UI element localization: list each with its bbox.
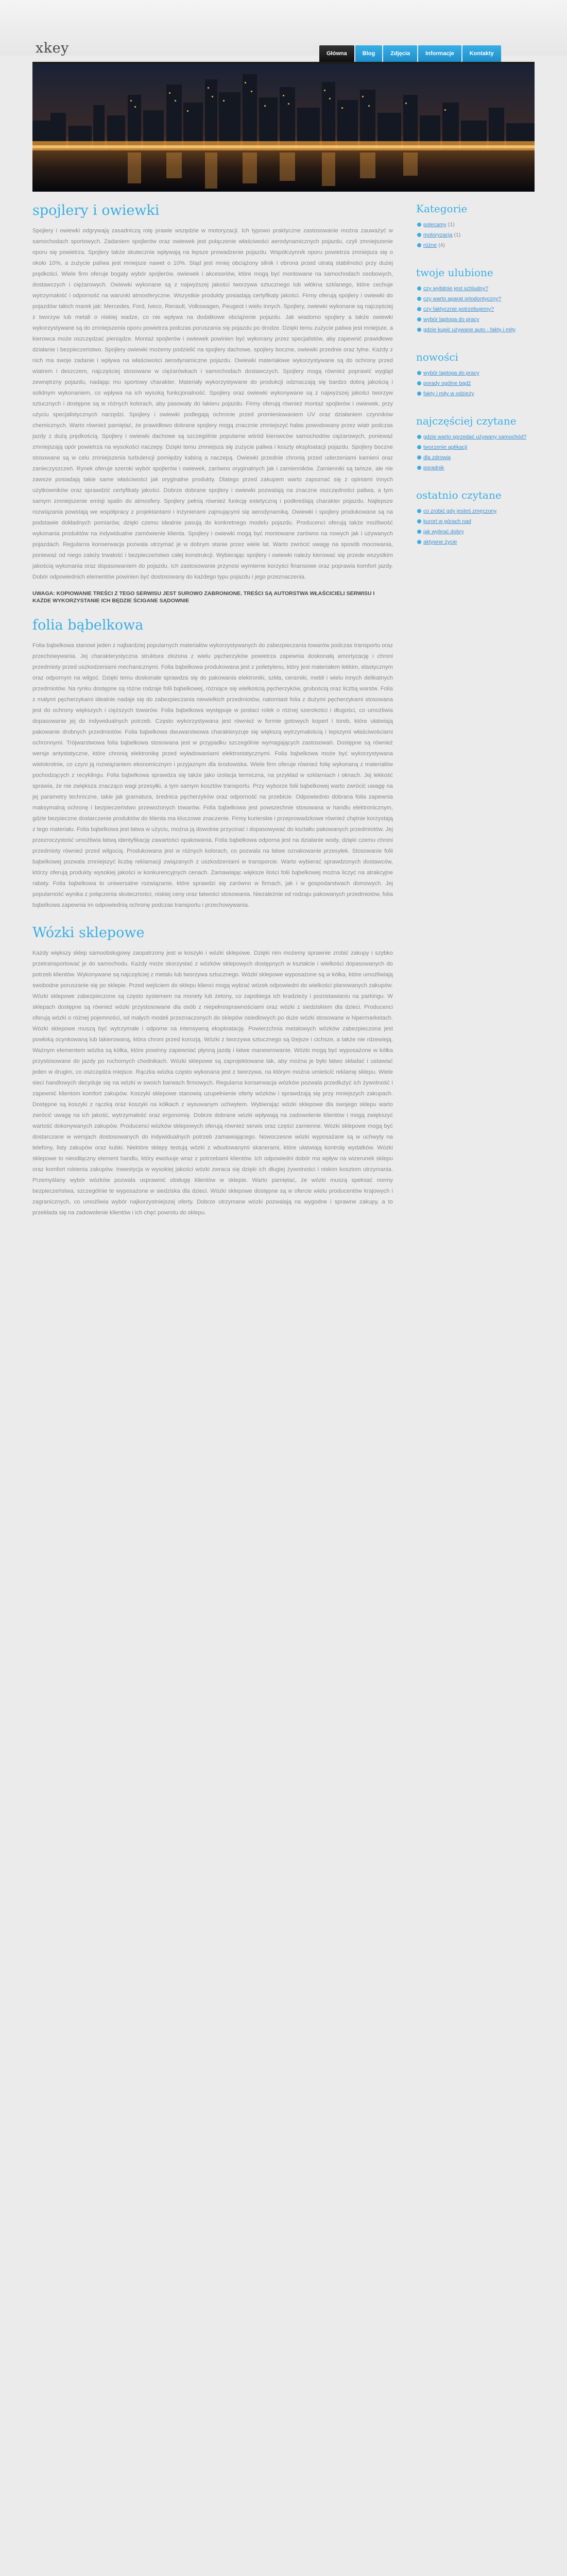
bullet-icon [417, 317, 421, 321]
post-link[interactable]: wybór laptopa do pracy [423, 316, 479, 323]
post-title[interactable]: Wózki sklepowe [32, 925, 145, 941]
post [32, 924, 393, 1218]
bullet-icon [417, 223, 421, 227]
bullet-icon [417, 307, 421, 311]
bullet-icon [417, 445, 421, 449]
post-link[interactable]: fakty i mity w odzieży [423, 391, 474, 397]
sidebar [416, 202, 535, 563]
list-item [416, 283, 535, 294]
post-link[interactable]: czy faktycznie potrzebujemy? [423, 306, 494, 312]
bullet-icon [417, 455, 421, 460]
list-item [416, 325, 535, 335]
post [32, 202, 393, 604]
post-link[interactable]: dla zdrowia [423, 454, 451, 461]
nav-item-blog[interactable]: Blog [355, 45, 382, 62]
post-link[interactable]: poradnik [423, 465, 444, 471]
list-item [416, 304, 535, 314]
post-body: Folia bąbelkowa stanowi jeden z najbardziej popularnych materiałów wykorzystywanych do zabezpieczania towarów podczas transportu oraz przechowywania. Jej charakterystyczna struktura złożona z wielu pęcherzyków powietrza zapewnia doskonałą amortyzację i chroni przedmioty przed uszkodzeniami mechanicznymi. Folia bąbelkowa produkowana jest z polietylenu, który jest materiałem lekkim, elastycznym oraz odpornym na wilgoć. Dzięki temu doskonale sprawdza się do pakowania elektroniki, szkła, ceramiki, mebli i wielu innych delikatnych przedmiotów. Na rynku dostępne są różne rodzaje folii bąbelkowej, różniące się wielkością pęcherzyków, grubością oraz liczbą warstw. Folia z małymi pęcherzykami idealnie nadaje się do zabezpieczania niewielkich przedmiotów, natomiast folia z dużymi pęcherzykami stosowana jest do ochrony większych i cięższych towarów. Folia bąbelkowa występuje w postaci rolek o różnej szerokości i długości, co umożliwia dopasowanie jej do indywidualnych potrzeb. Często wykorzystywana jest również w formie gotowych kopert i toreb, które ułatwiają pakowanie drobnych przedmiotów. Folia bąbelkowa dwuwarstwowa charakteryzuje się większą wytrzymałością i lepszymi właściwościami ochronnymi. Trójwarstwowa folia bąbelkowa stosowana jest w przypadku szczególnie wymagających zastosowań. Dostępne są również wersje antystatyczne, które chronią elektronikę przed wyładowaniami elektrostatycznymi. Folia bąbelkowa może być wykorzystywana wielokrotnie, co czyni ją rozwiązaniem ekonomicznym i przyjaznym dla środowiska. Wiele firm oferuje również folię wykonaną z materiałów pochodzących z recyklingu. Folia bąbelkowa sprawdza się także jako izolacja termiczna, na przykład w szklarniach i oknach. Jej lekkość sprawia, że nie zwiększa znacząco wagi przesyłki, a tym samym kosztów transportu. Przy wyborze folii bąbelkowej warto zwrócić uwagę na jej parametry techniczne, takie jak gramatura, średnica pęcherzyków oraz odporność na przebicie. Odpowiednio dobrana folia zapewnia maksymalną ochronę i bezpieczeństwo przewożonych towarów. Folia bąbelkowa jest powszechnie stosowana w handlu elektronicznym, gdzie bezpieczne dostarczenie produktów do klienta ma kluczowe znaczenie. Firmy kurierskie i przeprowadzkowe również chętnie korzystają z tego materiału. Folia bąbelkowa jest łatwa w użyciu, można ją dowolnie przycinać i dopasowywać do kształtu pakowanych przedmiotów. Jej przezroczystość umożliwia łatwą identyfikację zawartości opakowania. Folia bąbelkowa odporna jest na działanie wody, dzięki czemu chroni przedmioty również przed wilgocią. Produkowana jest w różnych kolorach, co pozwala na łatwe oznakowanie przesyłek. Stosowanie folii bąbelkowej pozwala zmniejszyć liczbę reklamacji związanych z uszkodzeniami w transporcie. Warto wybierać sprawdzonych dostawców, którzy oferują produkty wysokiej jakości w konkurencyjnych cenach. Zamawiając większe ilości folii bąbelkowej można liczyć na atrakcyjne rabaty. Folia bąbelkowa to uniwersalne rozwiązanie, które sprawdzi się zarówno w firmach, jak i w gospodarstwach domowych. Jej popularność wynika z połączenia skuteczności, niskiej ceny oraz łatwości stosowania. Niezależnie od rodzaju pakowanych przedmiotów, folia bąbelkowa zapewnia im odpowiednią ochronę podczas transportu i przechowywania. [32, 642, 393, 908]
widget-favorites [416, 266, 535, 335]
post-link[interactable]: wybór laptopa do pracy [423, 370, 479, 376]
post-link[interactable]: tworzenie aplikacji [423, 444, 468, 450]
category-link[interactable]: polecamy [423, 222, 446, 228]
widget-most-read [416, 414, 535, 473]
category-link[interactable]: motoryzacja [423, 232, 453, 238]
hero-image-night-city-skyline [32, 64, 535, 192]
list-item [416, 378, 535, 388]
bullet-icon [417, 328, 421, 332]
bullet-icon [417, 381, 421, 385]
post-body: Spojlery i owiewki odgrywają zasadniczą rolę prawie wszędzie w motoryzacji. Ich typowo praktyczne zastosowanie można zauważyć w samochodach sportowych. Zadaniem spojlerów oraz owiewek jest połączenie właściwości aerodynamicznych pojazdu, czyli zmniejszenie oporu się powietrza. Spojlery także skutecznie wpływają na lepsze prowadzenie pojazdu. Współczynnik oporu powietrza zmniejsza się o około 10%, a zużycie paliwa jest mniejsze nawet o 10%. Stąd jest mniej obciążony silnik i obrona przed utratą stabilności przy dużej prędkości. Wiele firm oferuje bogaty wybór spojlerów, owiewek i akcesoriów, które mogą być montowane na samochodach osobowych, dostawczych i ciężarowych. Owiewki wykonane są z najwyższej jakości tworzywa sztucznego lub włókna szklanego, które cechuje wytrzymałość i odporność na warunki atmosferyczne. Wszystkie produkty posiadają certyfikaty jakości. Firmy oferują spojlery i owiewki do pojazdów takich marek jak: Mercedes, Ford, Iveco, Renault, Volkswagen, Peugeot i wielu innych. Spojlery, owiewki wykonane są najczęściej z tworzyw lub metali o niskiej wadze, co nie wpływa na dodatkowe obciążenie pojazdu. Jak wiadomo spojlery a także owiewki wykorzystywane są do zmniejszenia oporu powietrza podczas poruszania się pojazdu po drodze. Dzięki temu zużycie paliwa jest mniejsze, a kierowca może oszczędzać pieniądze. Montaż spojlerów i owiewek powinien być wykonany przez specjalistów, aby zapewnić prawidłowe działanie i bezpieczeństwo. Spojlery owiewki możemy podzielić na spojlery dachowe, spojlery boczne, owiewki przednie oraz tylne. Każdy z nich ma swoje zadanie i wpływa na właściwości aerodynamiczne pojazdu. Owiewki materiałowe wykorzystywane są do ochrony przed wiatrem i deszczem, najczęściej stosowane w ciężarówkach i samochodach dostawczych. Spojlery mogą również poprawić wygląd zewnętrzny pojazdu, nadając mu sportowy charakter. Materiały wykorzystywane do produkcji odznaczają się bardzo dobrą jakością i solidnym wykonaniem, co wpływa na ich wysoką funkcjonalność. Spojlery oraz owiewki wykonywane są z najwyższej jakości tworzyw sztucznych i dostępne są w różnych kolorach, aby pasowały do lakieru pojazdu. Firmy oferują również montaż spojlerów i owiewek, przy użyciu specjalistycznych narzędzi. Spojlery i owiewki podlegają ochronie przed promieniowaniem UV oraz działaniem czynników chemicznych. Warto również pamiętać, że prawidłowo dobrane spojlery mogą znacznie zmniejszyć hałas powodowany przez wiatr podczas jazdy z dużą prędkością. Spojlery i owiewki dachowe są szczególnie popularne wśród kierowców samochodów ciężarowych, ponieważ zmniejszają opór powietrza na wysokości naczepy. Dzięki temu zmniejsza się zużycie paliwa i koszty eksploatacji pojazdu. Spojlery boczne stosowane są w celu zmniejszenia turbulencji pomiędzy kabiną a naczepą. Owiewki przednie chronią przed uderzeniami kamieni oraz zanieczyszczeń. Rynek oferuje szeroki wybór spojlerów i owiewek, zarówno oryginalnych jak i zamienników. Zamienniki są tańsze, ale nie zawsze posiadają takie same właściwości jak oryginalne produkty. Dlatego przed zakupem warto zapoznać się z opiniami innych użytkowników oraz sprawdzić certyfikaty jakości. Dobrze dobrane spojlery i owiewki pozwalają na znaczne oszczędności paliwa, a tym samym zmniejszenie emisji spalin do atmosfery. Spojlery pełnią również funkcję estetyczną i podkreślają charakter pojazdu. Najlepsze rozwiązania powstają we współpracy z projektantami i inżynierami zajmującymi się aerodynamiką. Owiewki i spojlery produkowane są na podstawie dokładnych pomiarów, dzięki czemu idealnie pasują do konkretnego modelu pojazdu. Producenci oferują także możliwość wykonania produktów na indywidualne zamówienie klienta. Spojlery i owiewki mogą być montowane zarówno na nowych jak i używanych pojazdach. Regularna konserwacja pozwala utrzymać je w dobrym stanie przez wiele lat. Warto zwrócić uwagę na sposób mocowania, ponieważ od niego zależy trwałość i bezpieczeństwo całej konstrukcji. Wybierając spojlery i owiewki należy kierować się przede wszystkim jakością wykonania oraz dopasowaniem do pojazdu. Ich zastosowanie przynosi wymierne korzyści finansowe oraz poprawia komfort jazdy. Dobór odpowiednich elementów powinien być dostosowany do każdego typu pojazdu i jego przeznaczenia. [32, 228, 393, 580]
category-count: (1) [454, 232, 461, 238]
post-link[interactable]: porady ogólne bądź [423, 380, 471, 386]
list-item [416, 452, 535, 463]
list-item [416, 388, 535, 399]
list-item [416, 368, 535, 378]
post-title[interactable]: spojlery i owiewki [32, 202, 160, 218]
post [32, 617, 393, 911]
category-count: (1) [448, 222, 455, 228]
list-item [416, 230, 535, 240]
most-read-list [416, 432, 535, 473]
nav-item-contacts[interactable]: Kontakty [462, 45, 501, 62]
widget-news [416, 350, 535, 399]
bullet-icon [417, 286, 421, 291]
post-body: Każdy większy sklep samoobsługowy zaopatrzony jest w koszyki i wózki sklepowe. Dzięki nim możemy sprawnie zrobić zakupy i szybko przetransportować je do samochodu. Każdy może skorzystać z wózków sklepowych dostępnych w kształcie i wielkości dopasowanych do potrzeb klientów. Wykonywane są najczęściej z metalu lub tworzywa sztucznego. Wózki sklepowe wyposażone są w kółka, które umożliwiają swobodne poruszanie się po sklepie. Przed wejściem do sklepu klienci mogą wybrać wózek odpowiedni do wielkości planowanych zakupów. Wózki sklepowe zabezpieczone są często systemem na monety lub żetony, co zapobiega ich kradzieży i pozostawianiu na parkingu. W sklepach dostępne są również wózki przystosowane dla osób z niepełnosprawnościami oraz wózki z siedziskiem dla dzieci. Producenci oferują wózki o różnej pojemności, od małych modeli przeznaczonych do sklepów osiedlowych po duże wózki stosowane w hipermarketach. Wózki sklepowe muszą być wytrzymałe i odporne na intensywną eksploatację. Powierzchnia metalowych wózków zabezpieczona jest powłoką ocynkowaną lub lakierowaną, która chroni przed korozją. Wózki z tworzywa sztucznego są lżejsze i cichsze, a także nie rdzewieją. Ważnym elementem wózka są kółka, które powinny zapewniać płynną jazdę i łatwe manewrowanie. Wózki mogą być wyposażone w kółka przystosowane do jazdy po ruchomych chodnikach. Wózki sklepowe są zaprojektowane tak, aby można je było łatwo składać i ustawiać jeden w drugim, co oszczędza miejsce. Rączka wózka często wykonana jest z tworzywa, na którym można umieścić reklamę sklepu. Wiele sieci handlowych decyduje się na wózki w swoich barwach firmowych. Regularna konserwacja wózków pozwala przedłużyć ich żywotność i zapewnić klientom komfort zakupów. Koszyki sklepowe stanowią uzupełnienie oferty wózków i sprawdzają się przy mniejszych zakupach. Dostępne są koszyki z rączką oraz koszyki na kółkach z wysuwanym uchwytem. Wybierając wózki sklepowe dla swojego sklepu warto zwrócić uwagę na ich jakość, wytrzymałość oraz ergonomię. Dobrze dobrane wózki wpływają na zadowolenie klientów i mogą zwiększyć wartość dokonywanych zakupów. Producenci wózków sklepowych oferują również serwis oraz części zamienne. Wózki sklepowe mogą być dostarczane w wersjach dostosowanych do indywidualnych potrzeb zamawiającego. Nowoczesne wózki wyposażane są w uchwyty na telefony, listy zakupów oraz kubki. Niektóre sklepy testują wózki z wbudowanymi skanerami, które ułatwiają kontrolę wydatków. Wózki sklepowe to nieodłączny element handlu, który ewoluuje wraz z potrzebami klientów. Ich odpowiedni dobór ma wpływ na wizerunek sklepu oraz komfort robienia zakupów. Inwestycja w wysokiej jakości wózki zwraca się dzięki ich długiej żywotności i niskim kosztom utrzymania. Przemyślany wybór wózków pozwala usprawnić obsługę klientów w sklepie. Warto pamiętać, że wózki muszą spełniać normy bezpieczeństwa, szczególnie te wyposażone w siedziska dla dzieci. Wózki sklepowe dostępne są w ofercie wielu producentów krajowych i zagranicznych, co umożliwia wybór najkorzystniejszej oferty. Dobrze utrzymane wózki pozwalają na wygodne i sprawne zakupy, a to przekłada się na zadowolenie klientów i ich chęć powrotu do sklepu. [32, 950, 393, 1216]
bullet-icon [417, 371, 421, 375]
category-count: (4) [438, 242, 445, 248]
list-item [416, 516, 535, 527]
post-link[interactable]: kurort w górach nad [423, 518, 471, 524]
list-item [416, 294, 535, 304]
widget-recently-read [416, 488, 535, 547]
post-link[interactable]: gdzie warto sprzedać używany samochód? [423, 434, 527, 440]
bullet-icon [417, 540, 421, 544]
list-item [416, 527, 535, 537]
news-list [416, 368, 535, 399]
bullet-icon [417, 466, 421, 470]
widget-title: nowości [416, 351, 458, 363]
bullet-icon [417, 530, 421, 534]
list-item [416, 442, 535, 452]
main-nav [319, 45, 501, 62]
widget-title: Kategorie [416, 202, 468, 215]
post-link[interactable]: aktywne życie [423, 539, 457, 545]
nav-item-info[interactable]: Informacje [418, 45, 461, 62]
bullet-icon [417, 233, 421, 237]
post-link[interactable]: czy wybitnie jest schludny? [423, 285, 489, 292]
post-link[interactable]: jak wybrać dobry [423, 529, 464, 535]
post-link[interactable]: gdzie kupić używane auto - fakty i mity [423, 327, 516, 333]
page-wrapper [32, 0, 535, 2576]
favorites-list [416, 283, 535, 335]
post-link[interactable]: czy warto aparat ortodontyczny? [423, 296, 502, 302]
list-item [416, 219, 535, 230]
bullet-icon [417, 392, 421, 396]
recently-read-list [416, 506, 535, 547]
category-link[interactable]: różne [423, 242, 437, 248]
widget-title: ostatnio czytane [416, 489, 502, 501]
nav-item-photos[interactable]: Zdjęcia [383, 45, 417, 62]
widget-title: twoje ulubione [416, 266, 493, 279]
site-title[interactable]: xkey [36, 40, 69, 56]
list-item [416, 463, 535, 473]
list-item [416, 432, 535, 442]
bullet-icon [417, 297, 421, 301]
nav-item-home[interactable]: Główna [319, 45, 354, 62]
copyright-notice: UWAGA: KOPIOWANIE TREŚCI Z TEGO SERWISU JEST SUROWO ZABRONIONE. TREŚCI SĄ AUTORSTWA WŁAŚCICIELI SERWISU I KAŻDE WYKORZYSTANIE ICH BĘDZIE ŚCIGANE SĄDOWNIE [32, 590, 375, 604]
list-item [416, 240, 535, 250]
post-title[interactable]: folia bąbelkowa [32, 617, 144, 633]
widget-title: najczęściej czytane [416, 415, 517, 427]
bullet-icon [417, 435, 421, 439]
main-content [32, 202, 393, 1218]
bullet-icon [417, 509, 421, 513]
category-list [416, 219, 535, 250]
bullet-icon [417, 519, 421, 523]
post-link[interactable]: co zrobić gdy jesteś zmęczony [423, 508, 497, 514]
bullet-icon [417, 243, 421, 247]
list-item [416, 314, 535, 325]
list-item [416, 506, 535, 516]
list-item [416, 537, 535, 547]
widget-categories [416, 202, 535, 250]
